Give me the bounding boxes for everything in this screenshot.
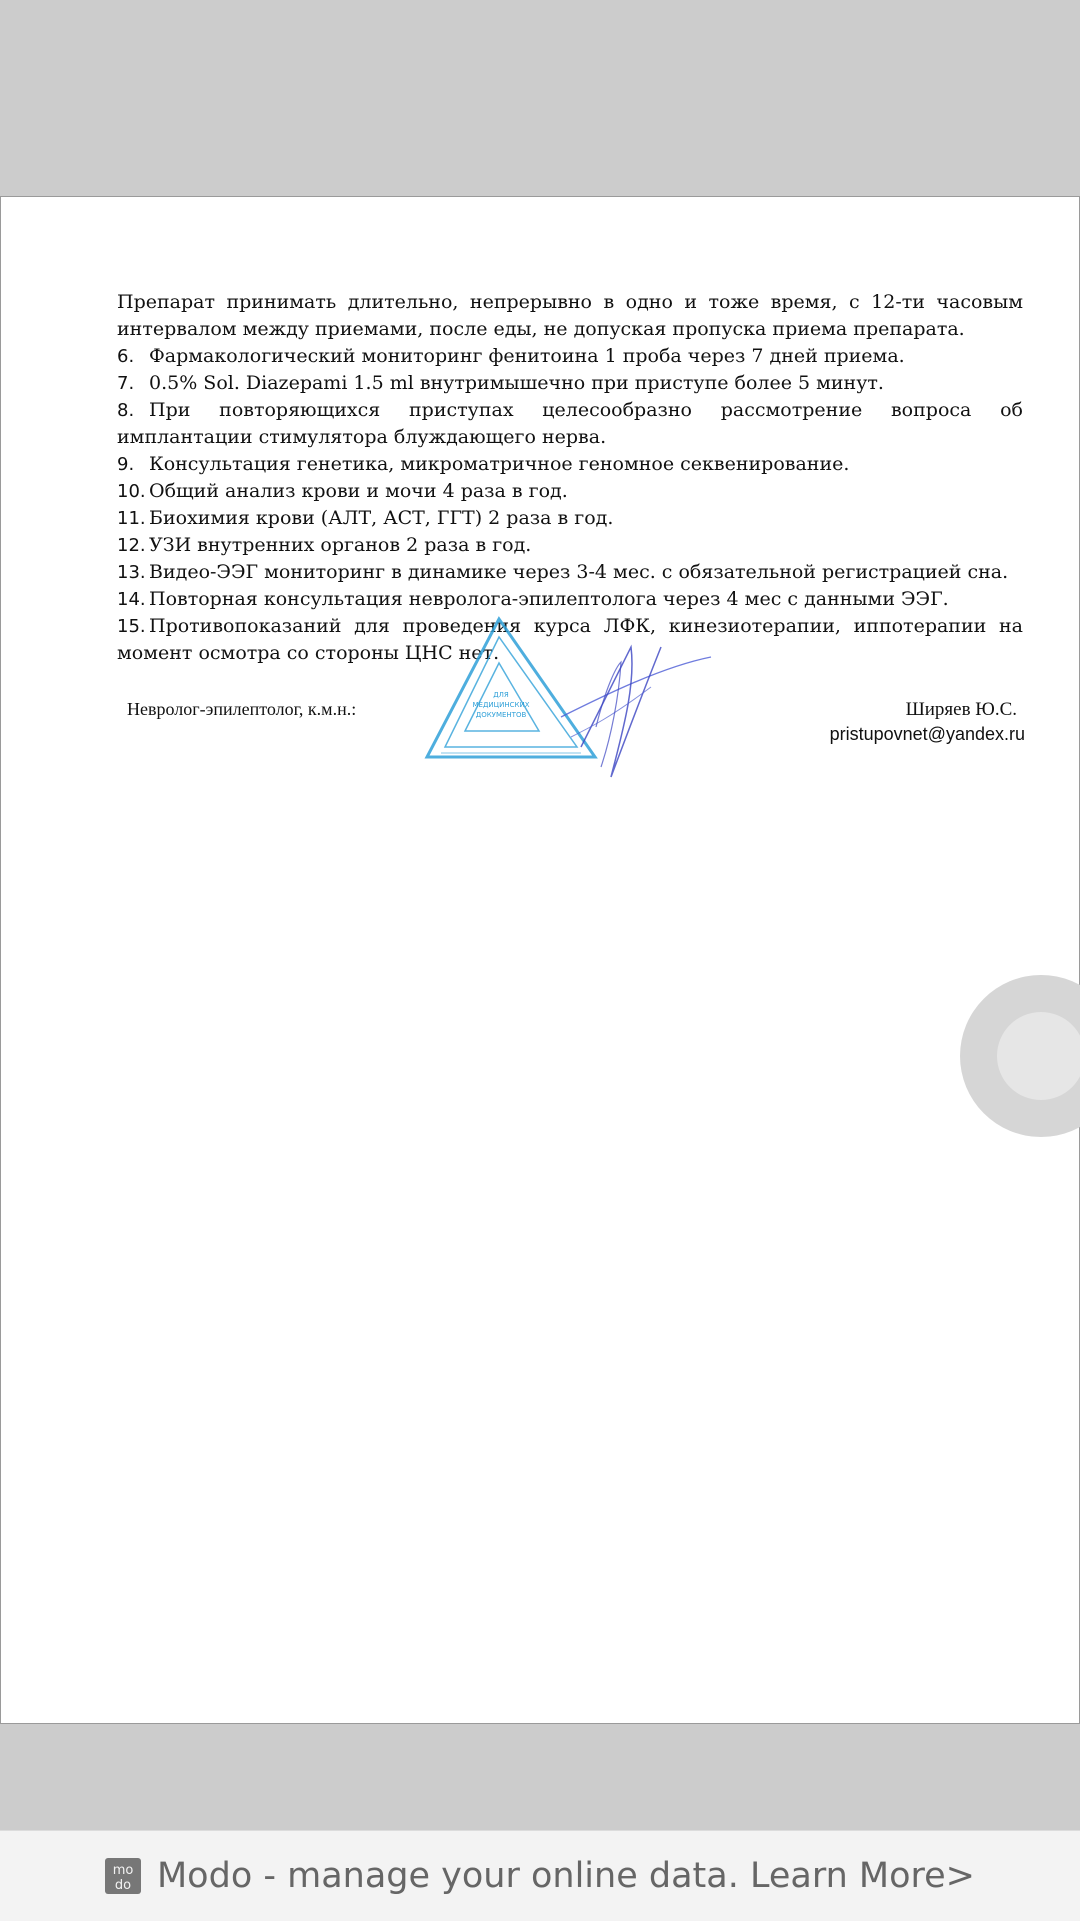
- stamp-line-2: МЕДИЦИНСКИХ: [472, 701, 530, 709]
- signer-email: pristupovnet@yandex.ru: [829, 724, 1025, 744]
- list-item-text: Консультация генетика, микроматричное геномное секвенирование.: [149, 453, 850, 475]
- list-item-number: 14.: [117, 589, 146, 610]
- list-item-text: Противопоказаний для проведения курса ЛФК, кинезиотерапии, иппотерапии на момент осмотра со стороны ЦНС нет.: [117, 615, 1023, 664]
- list-item-text: Фармакологический мониторинг фенитоина 1 проба через 7 дней приема.: [149, 345, 905, 367]
- list-item-number: 13.: [117, 562, 146, 583]
- list-item: [117, 586, 1023, 613]
- list-item-text: Общий анализ крови и мочи 4 раза в год.: [149, 480, 568, 502]
- list-item: [117, 478, 1023, 505]
- signer-role: Невролог-эпилептолог, к.м.н.:: [127, 699, 357, 719]
- svg-text:mo: mo: [112, 1863, 134, 1878]
- list-item-number: 10.: [117, 481, 146, 502]
- list-item-number: 8.: [117, 400, 135, 421]
- document-page: [0, 196, 1080, 1724]
- list-item: [117, 559, 1023, 586]
- list-item-text: Видео-ЭЭГ мониторинг в динамике через 3-4 мес. с обязательной регистрацией сна.: [149, 561, 1009, 583]
- list-item-number: 12.: [117, 535, 146, 556]
- list-item-text: УЗИ внутренних органов 2 раза в год.: [149, 534, 532, 556]
- list-item: [117, 397, 1023, 451]
- list-item-number: 11.: [117, 508, 146, 529]
- list-item-number: 15.: [117, 616, 146, 637]
- list-item-number: 9.: [117, 454, 135, 475]
- signer-name: Ширяев Ю.С.: [905, 699, 1017, 720]
- svg-text:do: do: [114, 1878, 132, 1893]
- list-item: [117, 451, 1023, 478]
- list-item-text: Повторная консультация невролога-эпилептолога через 4 мес с данными ЭЭГ.: [149, 588, 949, 610]
- document-body: [117, 289, 1023, 667]
- scroll-handle-knob[interactable]: [997, 1012, 1080, 1100]
- stamp-line-1: ДЛЯ: [493, 691, 509, 699]
- banner-text[interactable]: Modo - manage your online data. Learn More>: [156, 1856, 975, 1896]
- list-item-number: 7.: [117, 373, 135, 394]
- list-item-number: 6.: [117, 346, 135, 367]
- list-item: [117, 532, 1023, 559]
- list-item: [117, 370, 1023, 397]
- list-item-text: Биохимия крови (АЛТ, АСТ, ГГТ) 2 раза в год.: [149, 507, 614, 529]
- list-item: [117, 343, 1023, 370]
- list-item-text: При повторяющихся приступах целесообразно рассмотрение вопроса об имплантации стимулятора блуждающего нерва.: [117, 399, 1023, 448]
- ad-banner[interactable]: [0, 1830, 1080, 1921]
- modo-logo-icon: [105, 1858, 141, 1894]
- stamp-line-3: ДОКУМЕНТОВ: [475, 711, 527, 719]
- signature-block: [127, 699, 1025, 759]
- list-item: [117, 505, 1023, 532]
- intro-paragraph: Препарат принимать длительно, непрерывно в одно и тоже время, с 12-ти часовым интервалом между приемами, после еды, не допуская пропуска приема препарата.: [117, 291, 1023, 340]
- list-item-text: 0.5% Sol. Diazepami 1.5 ml внутримышечно при приступе более 5 минут.: [149, 372, 884, 394]
